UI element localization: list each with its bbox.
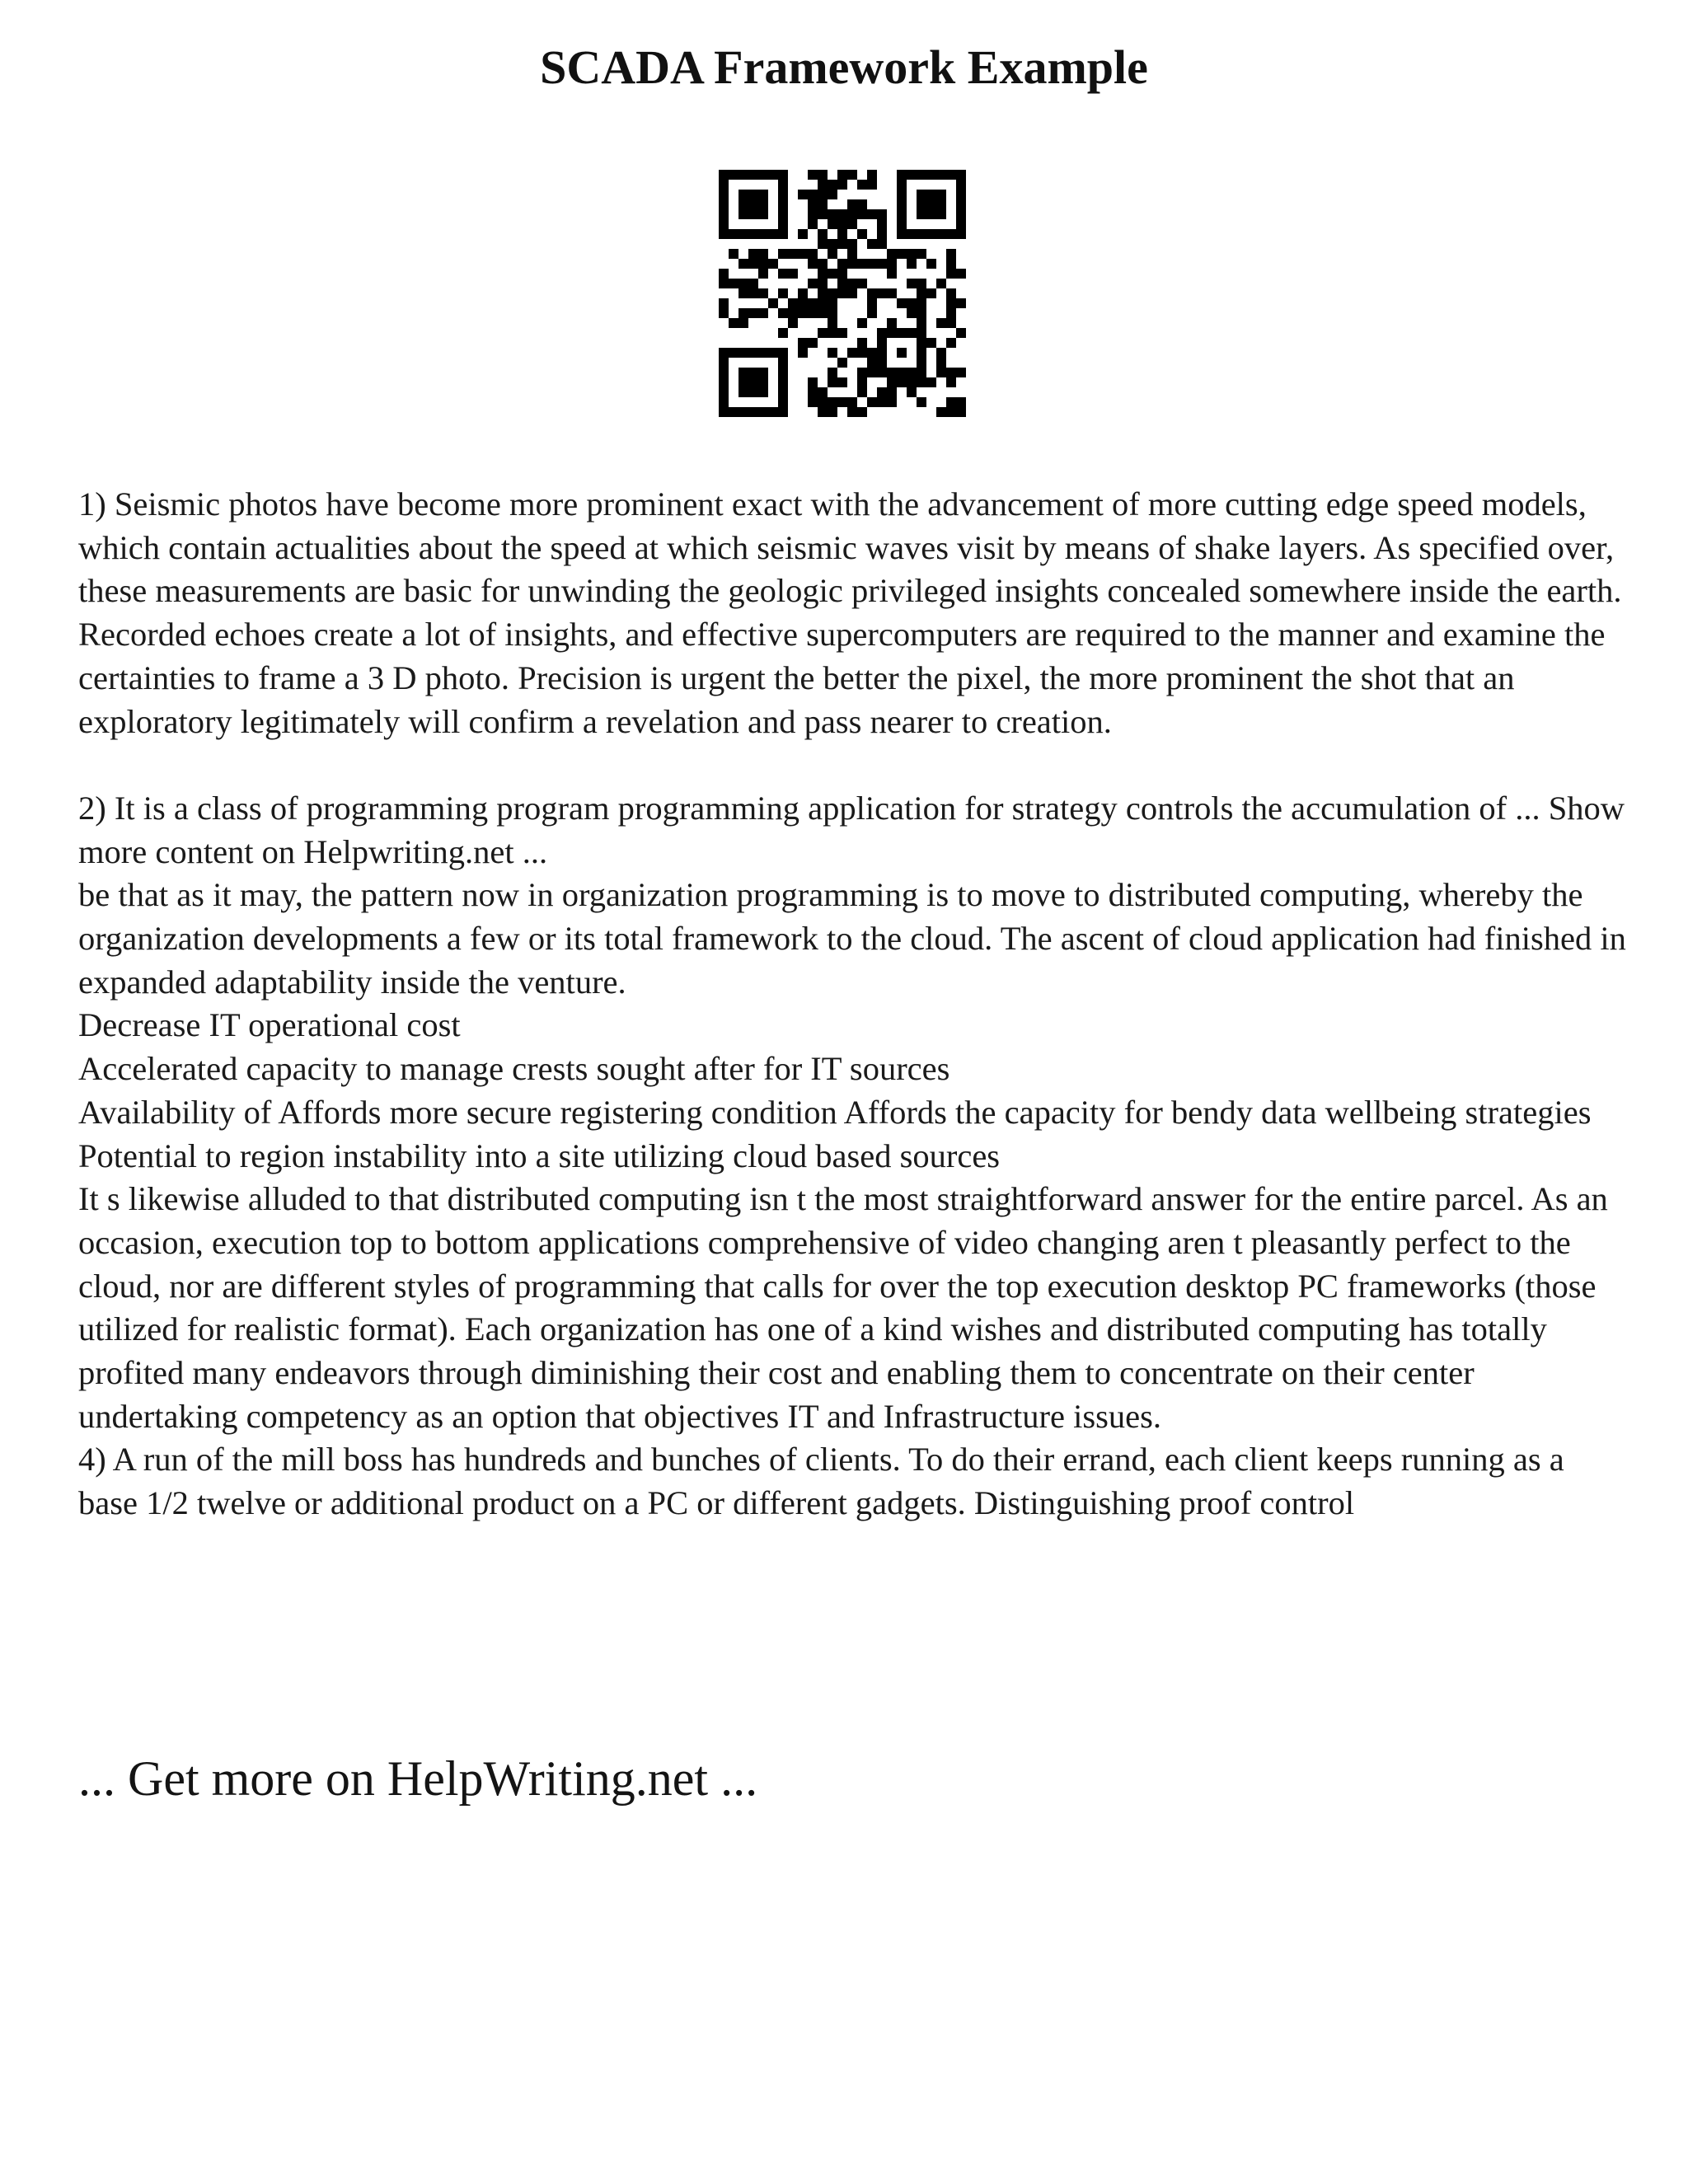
qr-code	[719, 170, 966, 417]
bullet-line-1: Decrease IT operational cost	[78, 1006, 461, 1044]
bullet-line-3: Availability of Affords more secure registering condition Affords the capacity for bendy data wellbeing strategies	[78, 1093, 1592, 1131]
paragraph-2: 2) It is a class of programming program programming application for strategy controls the accumulation of ... Show more content on Helpwriting.net ...	[78, 789, 1625, 870]
paragraph-1: 1) Seismic photos have become more prominent exact with the advancement of more cutting edge speed models, which contain actualities about the speed at which seismic waves visit by means of shake layers. As specified over, these measurements are basic for unwinding the geologic privileged insights concealed somewhere inside the earth. Recorded echoes create a lot of insights, and effective supercomputers are required to the manner and examine the certainties to frame a 3 D photo. Precision is urgent the better the pixel, the more prominent the shot that an exploratory legitimately will confirm a revelation and pass nearer to creation.	[78, 485, 1622, 740]
paragraph-5: 4) A run of the mill boss has hundreds and bunches of clients. To do their errand, each client keeps running as a base 1/2 twelve or additional product on a PC or different gadgets. Distinguishing proof control	[78, 1441, 1564, 1522]
document-title: SCADA Framework Example	[540, 40, 1148, 94]
bullet-line-4: Potential to region instability into a site utilizing cloud based sources	[78, 1137, 1001, 1174]
document-body	[78, 483, 1628, 1526]
paragraph-3: be that as it may, the pattern now in organization programming is to move to distributed computing, whereby the organization developments a few or its total framework to the cloud. The ascent of cloud application had finished in expanded adaptability inside the venture.	[78, 876, 1626, 1001]
get-more-link[interactable]: ... Get more on HelpWriting.net ...	[78, 1751, 758, 1806]
paragraph-4: It s likewise alluded to that distributed computing isn t the most straightforward answer for the entire parcel. As an occasion, execution top to bottom applications comprehensive of video changing aren t pleasantly perfect to the cloud, nor are different styles of programming that calls for over the top execution desktop PC frameworks (those utilized for realistic format). Each organization has one of a kind wishes and distributed computing has totally profited many endeavors through diminishing their cost and enabling them to concentrate on their center undertaking competency as an option that objectives IT and Infrastructure issues.	[78, 1180, 1608, 1435]
bullet-line-2: Accelerated capacity to manage crests sought after for IT sources	[78, 1050, 950, 1088]
